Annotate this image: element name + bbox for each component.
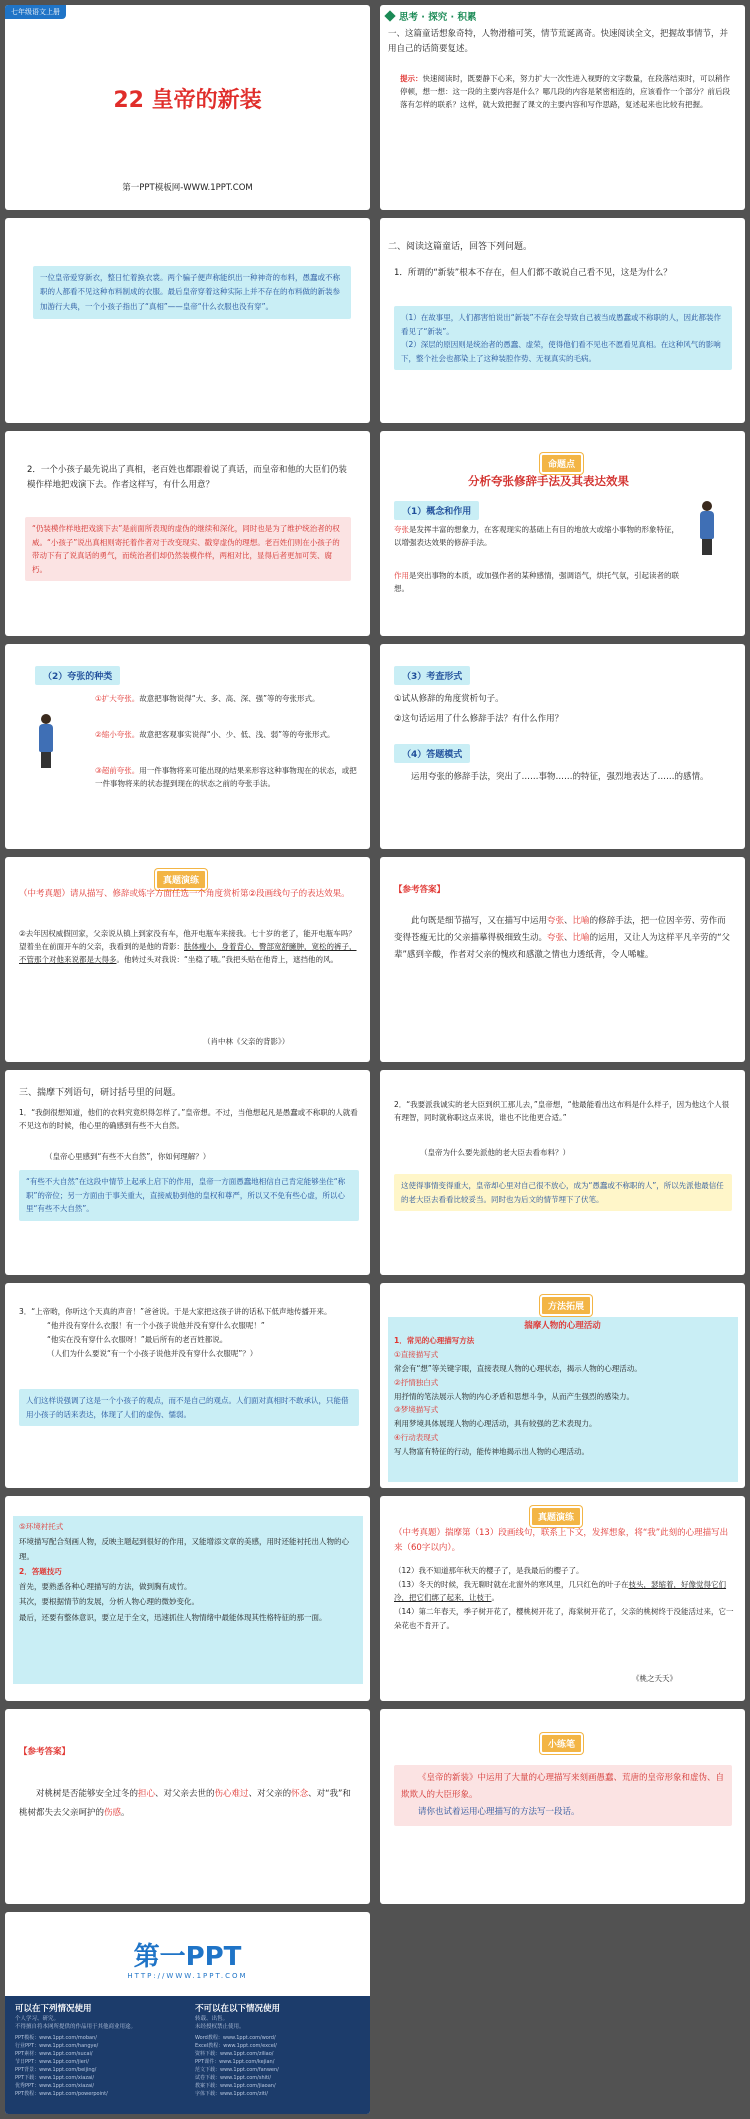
footer-link[interactable]: Word教程：www.1ppt.com/word/ bbox=[195, 2035, 276, 2041]
slide-analyze-2 bbox=[380, 1070, 745, 1275]
type-2: ②缩小夸张。故意把客观事实说得“小、少、低、浅、弱”等的夸张形式。 bbox=[95, 730, 335, 739]
section-title: 三、揣摩下列语句，研讨括号里的问题。 bbox=[19, 1088, 182, 1098]
method-list: 1．常见的心理描写方法 ①直接描写式 常会有“想”等关键字眼，直接表现人物的心理状态，揭示人物的心理活动。 ②抒情独白式 用抒情的笔法展示人物的内心矛盾和思想斗争，从而产生强烈的感染力。 ③梦境描写式 利用梦境具体展现人物的心理活动，具有较强的艺术表现力。 ④行动表现式 写人物富有特征的行动，能传神地揭示出人物的心理活动。 bbox=[394, 1336, 642, 1457]
summary-box: 一位皇帝爱穿新衣，整日忙着换衣裳。两个骗子便声称能织出一种神奇的布料，愚蠢或不称职的人都看不见这种布料制成的衣服。最后皇帝穿着这种实际上并不存在的布料做的新装参加游行大典，一个小孩子指出了“真相”——皇帝“什么衣服也没有穿”。 bbox=[33, 266, 351, 319]
footer-link[interactable]: PPT素材：www.1ppt.com/sucai/ bbox=[15, 2051, 93, 2057]
slide-think bbox=[380, 5, 745, 210]
slide-types bbox=[5, 644, 370, 849]
question-1: 一、这篇童话想象奇特，人物滑稽可笑，情节荒诞离奇。快速阅读全文，把握故事情节，并用自己的话简要复述。 bbox=[388, 29, 729, 54]
sub-question: （皇帝心里感到“有些不大自然”，你如何理解？） bbox=[45, 1152, 211, 1161]
method-title: 揣摩人物的心理活动 bbox=[524, 1321, 601, 1331]
answer-box: （1）在故事里，人们都害怕说出“新装”不存在会导致自己被当成愚蠢或不称职的人，因此都装作看见了“新装”。 （2）深层的原因则是统治者的愚蠢、虚荣，使得他们看不见也不愿看见真相。在这种风气的影响下，整个社会也都染上了这种装腔作势、无视真实的毛病。 bbox=[394, 306, 732, 370]
slide-method bbox=[380, 1283, 745, 1488]
slide-answer-1 bbox=[380, 857, 745, 1062]
badge: 小练笔 bbox=[540, 1733, 583, 1754]
section-title: 二、阅读这篇童话，回答下列问题。 bbox=[388, 242, 533, 252]
practice-title: （中考真题）请从描写、修辞或炼字方面任选一个角度赏析第②段画线句子的表达效果。 bbox=[19, 889, 350, 899]
slide-read bbox=[380, 218, 745, 423]
slide-practice-2 bbox=[380, 1496, 745, 1701]
passage: ②去年因权威假回家，父亲说从镇上到家没有车，他开电瓶车来接我。七十岁的老了，能开电瓶车吗？望着坐在前面开车的父亲，我看到的是他的背影：肤体瘦小，身着背心，臀部宽舒臃肿，宽松的裤子，不管那个对他来说都是大得多。他转过头对我说：“坐稳了哦。”我把头贴在他背上，遮挡他的风。 bbox=[19, 929, 357, 965]
logo: 第一PPT bbox=[133, 1942, 242, 1972]
footer-link[interactable]: 节日PPT：www.1ppt.com/jieri/ bbox=[15, 2059, 89, 2065]
footer-link[interactable]: PPT背景：www.1ppt.com/beijing/ bbox=[15, 2067, 97, 2073]
footer-link[interactable]: 字体下载：www.1ppt.com/ziti/ bbox=[195, 2091, 268, 2097]
question: 1．“我倒很想知道，他们的衣料究竟织得怎样了。”皇帝想。不过，当他想起凡是愚蠢或不称职的人就看不见这布的时候，他心里的确感到有些不大自然。 bbox=[19, 1108, 358, 1131]
answer-box: 这使得事情变得重大，皇帝却心里对自己很不放心，成为“愚蠢或不称职的人”，所以先派他最信任的老大臣去看看比较妥当。同时也为后文的情节埋下了伏笔。 bbox=[394, 1174, 732, 1211]
footer-link[interactable]: PPT模板：www.1ppt.com/moban/ bbox=[15, 2035, 97, 2041]
slide-summary bbox=[5, 218, 370, 423]
form-1: ①试从修辞的角度赏析句子。 bbox=[394, 694, 504, 704]
slide-practice bbox=[5, 857, 370, 1062]
hint: 提示：快速阅读时，既要静下心来，努力扩大一次性进入视野的文字数量，在段落结束时，可以稍作停顿，想一想：这一段的主要内容是什么？哪几段的内容是紧密相连的，应该看作一个部分？前后段落有怎样的联系？这样，就大致把握了课文的主要内容和写作思路，复述起来也比较有把握。 bbox=[400, 74, 730, 110]
footer-link[interactable]: PPT教程：www.1ppt.com/powerpoint/ bbox=[15, 2091, 108, 2097]
slide-q2 bbox=[5, 431, 370, 636]
footer-link[interactable]: 资料下载：www.1ppt.com/ziliao/ bbox=[195, 2051, 274, 2057]
footer-link[interactable]: 行业PPT：www.1ppt.com/hangye/ bbox=[15, 2043, 99, 2049]
question: 3．“上帝哟，你听这个天真的声音！”爸爸说。于是大家把这孩子讲的话私下低声地传播开来。 “他并没有穿什么衣服！有一个小孩子说他并没有穿什么衣服呢！” “他实在没有穿什么衣服呀！”最后所有的老百姓都说。 （人们为什么要说“有一个小孩子说他并没有穿什么衣服呢”？） bbox=[19, 1307, 332, 1359]
site-text: 第一PPT模板网-WWW.1PPT.COM bbox=[122, 183, 253, 193]
answer-badge: 【参考答案】 bbox=[19, 1747, 71, 1757]
footer-link[interactable]: Excel教程：www.1ppt.com/excel/ bbox=[195, 2043, 277, 2049]
answer-text: 对桃树是否能够安全过冬的担心、对父亲去世的伤心难过、对父亲的怀念、对“我”和桃树都失去父亲呵护的伤感。 bbox=[19, 1789, 351, 1818]
slide-title bbox=[5, 5, 370, 210]
grade-tag: 七年级语文上册 bbox=[5, 5, 66, 19]
footer-link[interactable]: 教案下载：www.1ppt.com/jiaoan/ bbox=[195, 2083, 276, 2089]
question: 2．“我要派我诚实的老大臣到织工那儿去，”皇帝想，“他最能看出这布料是什么样子，因为他这个人很有理智，同时就称职这点来说，谁也不比他更合适。” bbox=[394, 1100, 730, 1123]
paragraph-1: 夸张是发挥丰富的想象力，在客观现实的基础上有目的地放大或缩小事物的形象特征，以增强表达效果的修辞手法。 bbox=[394, 525, 679, 548]
footer-link[interactable]: 范文下载：www.1ppt.com/fanwen/ bbox=[195, 2067, 279, 2073]
badge: 命题点 bbox=[540, 453, 583, 474]
answer-badge: 【参考答案】 bbox=[394, 885, 446, 895]
answer-box: “有些不大自然”在这段中情节上起承上启下的作用，皇帝一方面愚蠢地相信自己肯定能够坐住“称职”的帝位；另一方面由于事关重大，直接威胁到他的皇权和尊严，所以又不免有些心虚，所以心里“有些不大自然”。 bbox=[19, 1170, 359, 1221]
logo-url: HTTP://WWW.1PPT.COM bbox=[127, 1972, 248, 1980]
footer-link[interactable]: 优秀PPT：www.1ppt.com/xiazai/ bbox=[15, 2083, 95, 2089]
section-header: 思考 · 探究 · 积累 bbox=[386, 9, 476, 23]
source: 《桃之夭夭》 bbox=[632, 1674, 677, 1683]
slide-analyze bbox=[5, 1070, 370, 1275]
sub-question: （皇帝为什么要先派他的老大臣去看布料？） bbox=[420, 1148, 570, 1157]
passage: （12）我不知道那年秋天的樱子了，是我最后的樱子了。 （13）冬天的时候，我无聊时就在北窗外的寒风里，几只红色的叶子在枝头，瑟缩着，好像觉得它们冷，把它们绑了起来，让枝干。 （14）第二年春天，季子树开花了，樱桃树开花了，海棠树开花了，父亲的桃树终于没能活过来，它一朵花也不肯开了。 bbox=[394, 1566, 734, 1630]
answer-mode: 运用夸张的修辞手法，突出了……事物……的特征，强烈地表达了……的感情。 bbox=[411, 772, 709, 782]
practice-title: （中考真题）揣摩第（13）段画线句，联系上下文，发挥想象，将“我”此刻的心理描写出来（60字以内）。 bbox=[394, 1528, 729, 1553]
lesson-title: 22 皇帝的新装 bbox=[113, 88, 262, 113]
title: 分析夸张修辞手法及其表达效果 bbox=[468, 474, 629, 488]
slide-footer bbox=[5, 1912, 370, 2114]
slide-forms bbox=[380, 644, 745, 849]
footer-link[interactable]: PPT课件：www.1ppt.com/kejian/ bbox=[195, 2059, 275, 2065]
answer-box: “仍装模作样地把戏演下去”是前面所表现的虚伪的继续和深化，同时也是为了维护统治者的权威。“小孩子”说出真相则寄托着作者对于改变现实、戳穿虚伪的理想。老百姓们则在小孩子的带动下有了说真话的勇气，而统治者们却仍然装模作样，两相对比，显得后者更加可笑、腐朽。 bbox=[25, 517, 351, 581]
slide-answer-2 bbox=[5, 1709, 370, 1904]
pill: （1）概念和作用 bbox=[394, 501, 479, 520]
type-1: ①扩大夸张。故意把事物说得“大、多、高、深、强”等的夸张形式。 bbox=[95, 694, 320, 703]
slide-concept bbox=[380, 431, 745, 636]
question: 2．一个小孩子最先说出了真相，老百姓也都跟着说了真话，而皇帝和他的大臣们仍装模作样地把戏演下去。作者这样写，有什么用意？ bbox=[27, 465, 347, 490]
method-list: ⑤环境衬托式 环境描写配合刻画人物，反映主题起到很好的作用，又能增添文章的美感，用时还能衬托出人物的心理。 2．答题技巧 首先，要熟悉各种心理描写的方法，做到胸有成竹。 其次，要根据情节的发展，分析人物心理的微妙变化。 最后，还要有整体意识，要立足于全文，迅速抓住人物情绪中最能体现其性格特征的那一面。 bbox=[19, 1522, 349, 1622]
slide-method-2 bbox=[5, 1496, 370, 1701]
teacher-figure bbox=[696, 501, 718, 555]
teacher-figure bbox=[35, 714, 57, 768]
footer-left: 可以在下列情况使用 个人学习、研究。 不得擅自将本网所提供的作品用于其他商业用途。 PPT模板：www.1ppt.com/moban/ 行业PPT：www.1ppt.com/hangye/ PPT素材：www.1ppt.com/sucai/ 节日PPT：www.1ppt.com/jieri/ PPT背景：www.1ppt.com/beijing/ PPT下载：www.1ppt.com/xiazai/ 优秀PPT：www.1ppt.com/xiazai/ PPT教程：www.1ppt.com/powerpoint/ bbox=[15, 2002, 185, 2098]
question: 1．所谓的“新装”根本不存在，但人们都不敢说自己看不见，这是为什么？ bbox=[394, 268, 672, 278]
type-3: ③超前夸张。用一件事物将来可能出现的结果来形容这种事物现在的状态，或把一件事物将来的状态提到现在的状态之前的夸张手法。 bbox=[95, 766, 357, 789]
pill: （2）夸张的种类 bbox=[35, 666, 120, 685]
answer-box: 人们这样说强调了这是一个小孩子的观点，而不是自己的观点。人们面对真相时不敢承认，只能借用小孩子的话来表达，体现了人们的虚伪、懦弱。 bbox=[19, 1389, 359, 1426]
footer-link[interactable]: 试卷下载：www.1ppt.com/shiti/ bbox=[195, 2075, 272, 2081]
source: （肖中林《父亲的背影》） bbox=[203, 1037, 290, 1046]
slide-writing bbox=[380, 1709, 745, 1904]
footer-right: 不可以在以下情况使用 转载、出售。 未经授权禁止使用。 Word教程：www.1ppt.com/word/ Excel教程：www.1ppt.com/excel/ 资料下载：www.1ppt.com/ziliao/ PPT课件：www.1ppt.com/kejian/ 范文下载：www.1ppt.com/fanwen/ 试卷下载：www.1ppt.com/shiti/ 教案下载：www.1ppt.com/jiaoan/ 字体下载：www.1ppt.com/ziti/ bbox=[195, 2002, 365, 2098]
answer-text: 此句既是细节描写，又在描写中运用夸张、比喻的修辞手法，把一位因辛劳、劳作而变得苍瘦无比的父亲描摹得极细致生动。夸张、比喻的运用，又让人为这样平凡辛劳的“父辈”感到辛酸，作者对父亲的愧疚和感激之情也力透纸背，令人唏嘘。 bbox=[394, 916, 730, 960]
badge: 真题演练 bbox=[155, 869, 207, 890]
footer-link[interactable]: PPT下载：www.1ppt.com/xiazai/ bbox=[15, 2075, 95, 2081]
writing-box: 《皇帝的新装》中运用了大量的心理描写来刻画愚蠢、荒唐的皇帝形象和虚伪、自欺欺人的大臣形象。 请你也试着运用心理描写的方法写一段话。 bbox=[394, 1765, 732, 1826]
pill-forms: （3）考查形式 bbox=[394, 666, 470, 685]
form-2: ②这句话运用了什么修辞手法？有什么作用？ bbox=[394, 714, 564, 724]
pill-mode: （4）答题模式 bbox=[394, 744, 470, 763]
badge: 方法拓展 bbox=[540, 1295, 592, 1316]
badge: 真题演练 bbox=[530, 1506, 582, 1527]
paragraph-2: 作用是突出事物的本质，或加强作者的某种感情，强调语气，烘托气氛，引起读者的联想。 bbox=[394, 571, 679, 594]
slide-analyze-3 bbox=[5, 1283, 370, 1488]
